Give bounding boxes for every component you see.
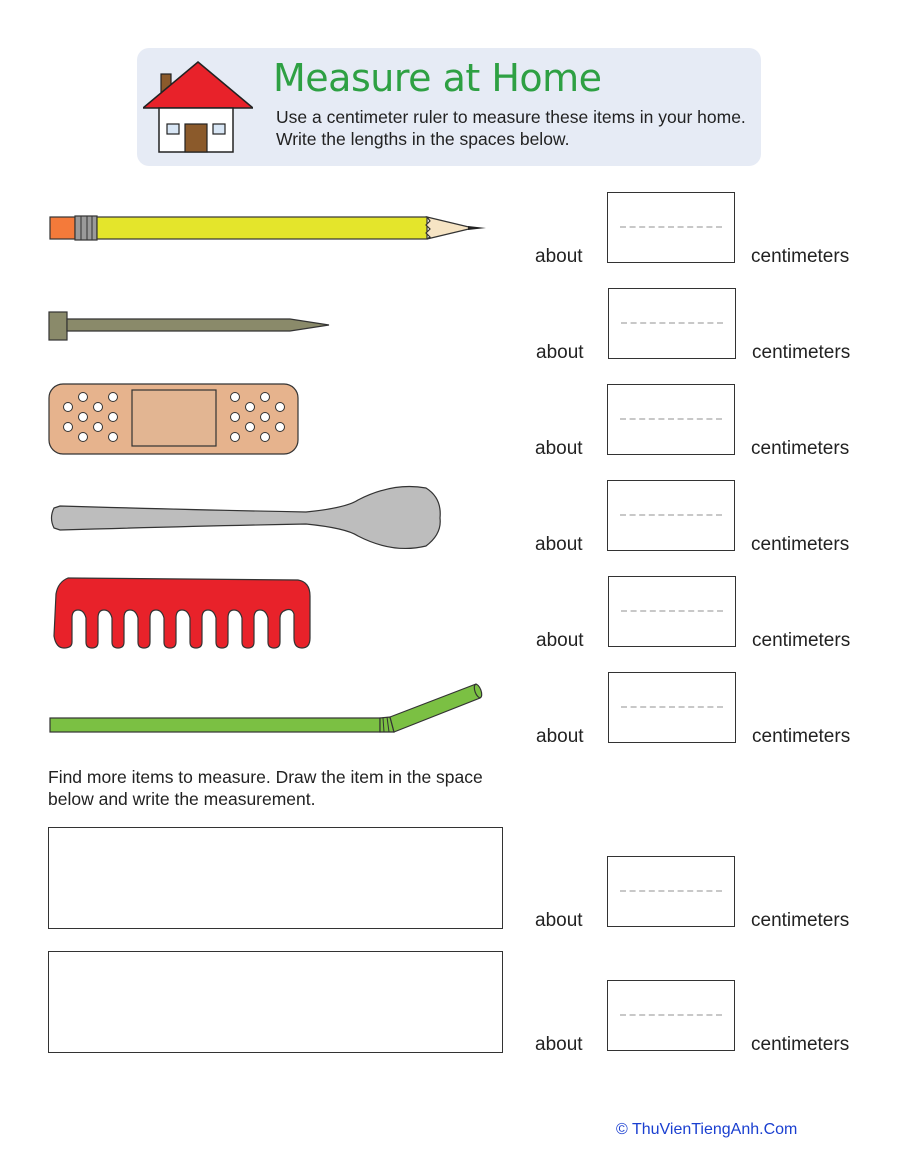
unit-label-nail: centimeters — [752, 342, 851, 363]
about-label-pencil: about — [535, 246, 583, 267]
answer-box-extra-2[interactable] — [607, 980, 735, 1051]
drawing-box-2[interactable] — [48, 951, 503, 1053]
answer-box-extra-1[interactable] — [607, 856, 735, 927]
dash-guide — [620, 890, 722, 892]
house-icon — [143, 58, 253, 158]
dash-guide — [621, 706, 723, 708]
page-title: Measure at Home — [273, 56, 602, 100]
dash-guide — [620, 514, 722, 516]
answer-box-straw[interactable] — [608, 672, 736, 743]
unit-label-comb: centimeters — [752, 630, 851, 651]
spoon-icon — [48, 482, 444, 554]
about-label-straw: about — [536, 726, 584, 747]
pencil-icon — [48, 210, 490, 246]
dash-guide — [620, 1014, 722, 1016]
answer-box-nail[interactable] — [608, 288, 736, 359]
comb-icon — [48, 576, 314, 652]
about-label-spoon: about — [535, 534, 583, 555]
answer-box-comb[interactable] — [608, 576, 736, 647]
about-label-bandage: about — [535, 438, 583, 459]
about-label-comb: about — [536, 630, 584, 651]
dash-guide — [620, 418, 722, 420]
unit-label-extra-1: centimeters — [751, 910, 850, 931]
answer-box-pencil[interactable] — [607, 192, 735, 263]
unit-label-bandage: centimeters — [751, 438, 850, 459]
drawing-box-1[interactable] — [48, 827, 503, 929]
dash-guide — [621, 610, 723, 612]
unit-label-pencil: centimeters — [751, 246, 850, 267]
header-panel — [137, 48, 761, 166]
instructions: Use a centimeter ruler to measure these items in your home. Write the lengths in the spaces below. — [276, 107, 746, 149]
unit-label-spoon: centimeters — [751, 534, 850, 555]
about-label-extra-1: about — [535, 910, 583, 931]
answer-box-bandage[interactable] — [607, 384, 735, 455]
dash-guide — [621, 322, 723, 324]
nail-icon — [48, 310, 333, 342]
extra-prompt: Find more items to measure. Draw the item in the space below and write the measurement. — [48, 767, 483, 809]
footer-credit: © ThuVienTiengAnh.Com — [616, 1121, 798, 1138]
straw-icon — [48, 680, 484, 740]
about-label-nail: about — [536, 342, 584, 363]
unit-label-straw: centimeters — [752, 726, 851, 747]
about-label-extra-2: about — [535, 1034, 583, 1055]
bandage-icon — [48, 383, 300, 455]
unit-label-extra-2: centimeters — [751, 1034, 850, 1055]
dash-guide — [620, 226, 722, 228]
answer-box-spoon[interactable] — [607, 480, 735, 551]
